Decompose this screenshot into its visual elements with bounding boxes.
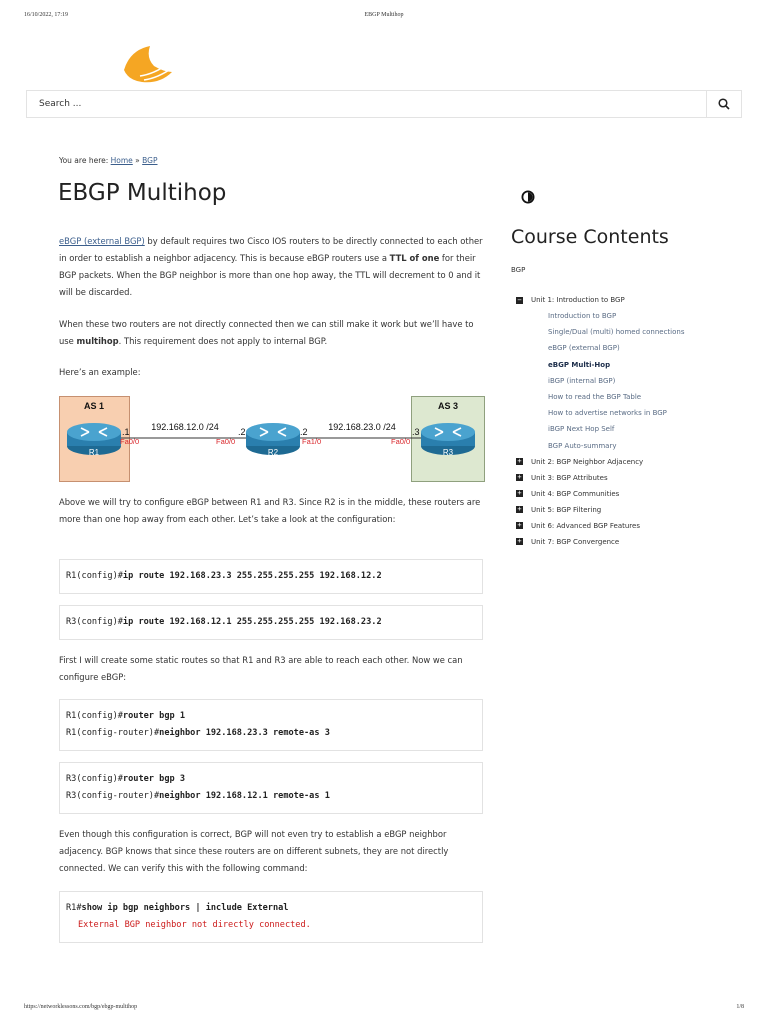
breadcrumb-prefix: You are here:	[59, 156, 111, 165]
code-command: neighbor 192.168.23.3 remote-as 3	[159, 728, 330, 738]
breadcrumb	[59, 156, 158, 165]
page-title: EBGP Multihop	[58, 180, 227, 206]
paragraph-explanation: Above we will try to configure eBGP between R1 and R3. Since R2 is in the middle, these routers are more than one hop away from each other. Let’s take a look at the configuration:	[59, 497, 481, 524]
paragraph-intro	[59, 233, 484, 301]
collapse-icon[interactable]: −	[517, 295, 522, 304]
code-command: ip route 192.168.12.1 255.255.255.255 192.168.23.2	[122, 617, 382, 627]
code-block-r1-bgp	[59, 699, 483, 751]
toc-unit-6[interactable]	[516, 518, 756, 534]
topology-diagram	[59, 396, 486, 484]
print-datetime: 16/10/2022, 17:19	[24, 12, 69, 18]
r2-ip-left-label: .2	[238, 427, 246, 437]
network-12-label: 192.168.12.0 /24	[151, 422, 219, 432]
ebgp-link[interactable]: eBGP (external BGP)	[59, 236, 145, 246]
code-prompt: R1(config)#	[66, 571, 123, 581]
expand-icon[interactable]: +	[517, 473, 522, 482]
breadcrumb-separator: »	[132, 156, 143, 165]
course-toc	[516, 292, 756, 550]
toc-lesson[interactable]: BGP Auto-summary	[548, 441, 617, 450]
expand-icon[interactable]: +	[517, 457, 522, 466]
sidebar-title: Course Contents	[511, 226, 669, 248]
r2-interface-right-label: Fa1/0	[302, 437, 322, 446]
r2-interface-left-label: Fa0/0	[216, 437, 236, 446]
print-page-number: 1/8	[736, 1004, 744, 1010]
toc-lesson[interactable]: How to advertise networks in BGP	[548, 409, 667, 418]
expand-icon[interactable]: +	[517, 537, 522, 546]
r3-ip-label: .3	[412, 427, 420, 437]
paragraph-static-routes: First I will create some static routes so that R1 and R3 are able to reach each other. Now we can configure eBGP:	[59, 655, 463, 682]
toc-lesson[interactable]: Introduction to BGP	[548, 312, 617, 321]
toc-lesson-active[interactable]: eBGP Multi-Hop	[548, 360, 611, 369]
r1-ip-label: .1	[122, 427, 130, 437]
toc-lesson[interactable]: eBGP (external BGP)	[548, 344, 620, 353]
toc-lesson[interactable]: iBGP (internal BGP)	[548, 376, 616, 385]
r2-ip-right-label: .2	[300, 427, 308, 437]
toc-unit-label: Unit 2: BGP Neighbor Adjacency	[531, 457, 644, 466]
expand-icon[interactable]: +	[517, 489, 522, 498]
breadcrumb-bgp-link[interactable]: BGP	[142, 156, 158, 165]
r3-label: R3	[442, 448, 454, 457]
paragraph-text: When these two routers are not directly connected then we can still make it work but we’ll have to use	[59, 319, 474, 346]
code-command: show ip bgp neighbors | include External	[81, 903, 289, 913]
paragraph-text: by default requires two Cisco IOS routers to be directly connected to each other in order to establish a neighbor adjacency. This is because eBGP routers use a	[59, 236, 483, 263]
code-prompt: R3(config)#	[66, 617, 123, 627]
code-output-error: External BGP neighbor not directly connected.	[78, 920, 311, 930]
contrast-toggle-icon[interactable]	[521, 190, 535, 204]
r1-interface-label: Fa0/0	[120, 437, 140, 446]
toc-lesson[interactable]: iBGP Next Hop Self	[548, 425, 615, 434]
toc-unit-label: Unit 5: BGP Filtering	[531, 505, 602, 514]
toc-unit-label: Unit 1: Introduction to BGP	[531, 296, 625, 304]
code-command: ip route 192.168.23.3 255.255.255.255 192.168.12.2	[122, 571, 382, 581]
toc-unit-label: Unit 4: BGP Communities	[531, 489, 620, 498]
code-prompt: R1(config-router)#	[66, 728, 160, 738]
toc-unit-2[interactable]	[516, 454, 756, 470]
paragraph-verify: Even though this configuration is correct, BGP will not even try to establish a eBGP neighbor adjacency. BGP knows that since these routers are on different subnets, they are not directly connected. We can verify this with the following command:	[59, 829, 449, 873]
toc-lesson[interactable]: How to read the BGP Table	[548, 393, 642, 402]
breadcrumb-home-link[interactable]: Home	[110, 156, 133, 165]
print-url: https://networklessons.com/bgp/ebgp-multihop	[24, 1004, 138, 1010]
code-prompt: R1(config)#	[66, 711, 123, 721]
r3-interface-label: Fa0/0	[391, 437, 411, 446]
toc-unit-label: Unit 7: BGP Convergence	[531, 537, 620, 546]
print-title: EBGP Multihop	[364, 12, 404, 18]
expand-icon[interactable]: +	[517, 521, 522, 530]
code-block-show-neighbors	[59, 891, 483, 943]
code-prompt: R3(config)#	[66, 774, 123, 784]
as1-label: AS 1	[83, 401, 105, 411]
toc-unit-7[interactable]	[516, 534, 756, 550]
paragraph-example: Here’s an example:	[59, 367, 141, 377]
network-23-label: 192.168.23.0 /24	[328, 422, 396, 432]
r1-label: R1	[88, 448, 100, 457]
search-input[interactable]	[27, 91, 719, 117]
toc-lesson[interactable]: Single/Dual (multi) homed connections	[548, 328, 685, 337]
site-logo[interactable]	[120, 42, 176, 86]
toc-unit-3[interactable]	[516, 470, 756, 486]
sidebar-course-link[interactable]: BGP	[511, 266, 526, 274]
as3-label: AS 3	[437, 401, 459, 411]
code-block-r3-static-route	[59, 605, 483, 640]
paragraph-text: . This requirement does not apply to internal BGP.	[118, 336, 328, 346]
search-button[interactable]	[706, 91, 741, 117]
paragraph-text: for their BGP packets. When the BGP neighbor is more than one hop away, the TTL will decrement to 0 and it will be discarded.	[59, 253, 481, 297]
code-command: neighbor 192.168.12.1 remote-as 1	[159, 791, 330, 801]
toc-unit-1[interactable]	[516, 292, 756, 308]
code-prompt: R1#	[66, 903, 82, 913]
toc-unit-label: Unit 3: BGP Attributes	[531, 473, 608, 482]
search-bar	[26, 90, 742, 118]
toc-unit-label: Unit 6: Advanced BGP Features	[531, 521, 640, 530]
code-command: router bgp 1	[122, 711, 186, 721]
r2-label: R2	[267, 448, 279, 457]
code-command: router bgp 3	[122, 774, 186, 784]
code-block-r1-static-route	[59, 559, 483, 594]
expand-icon[interactable]: +	[517, 505, 522, 514]
toc-unit-5[interactable]	[516, 502, 756, 518]
search-icon	[718, 98, 730, 110]
paragraph-bold: TTL of one	[389, 253, 440, 263]
paragraph-multihop	[59, 316, 484, 350]
code-block-r3-bgp	[59, 762, 483, 814]
code-prompt: R3(config-router)#	[66, 791, 160, 801]
paragraph-bold: multihop	[76, 336, 119, 346]
toc-unit-4[interactable]	[516, 486, 756, 502]
